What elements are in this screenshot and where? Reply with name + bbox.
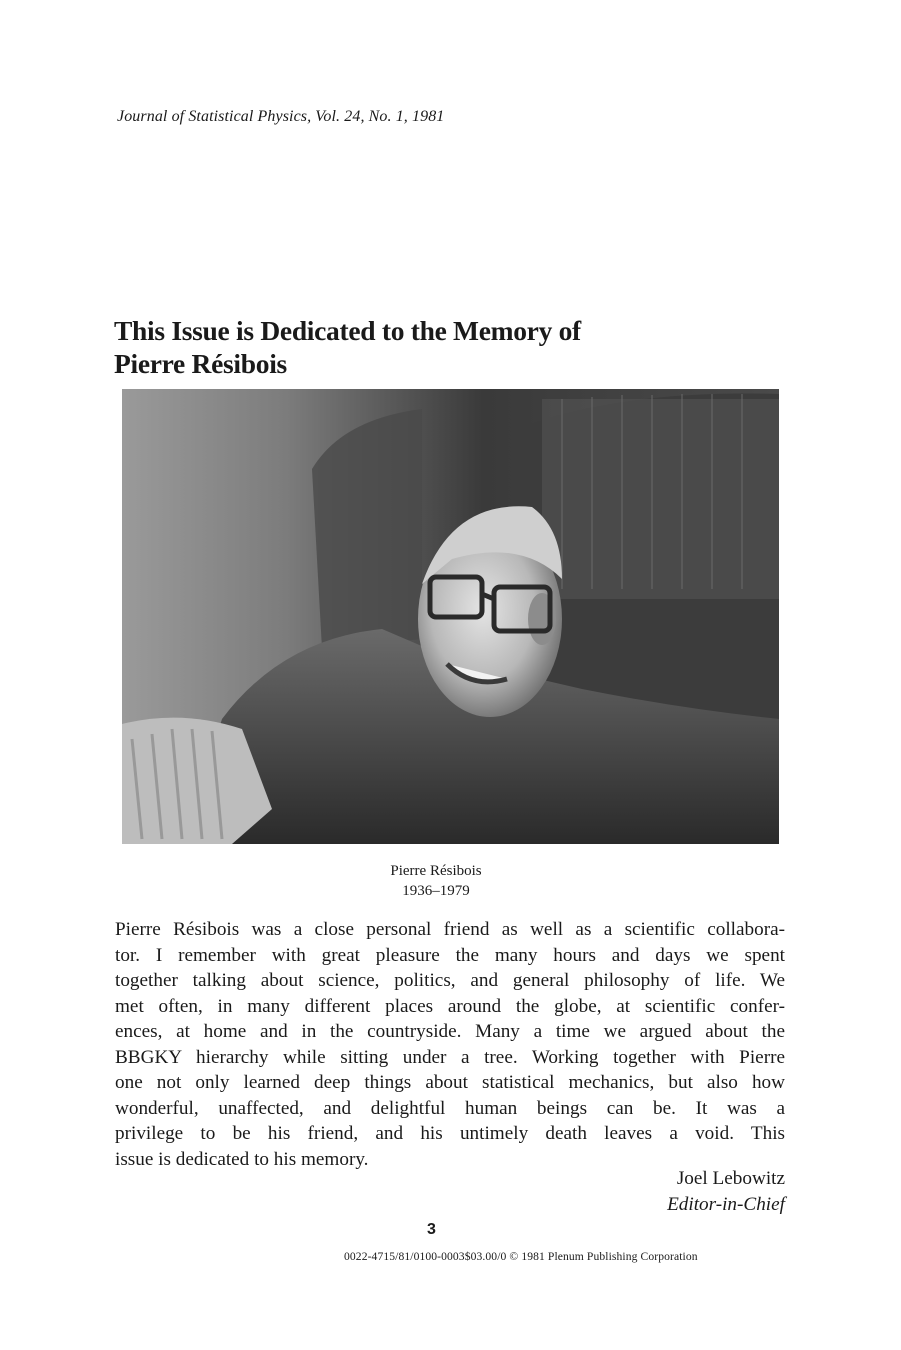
caption-name: Pierre Résibois	[390, 863, 482, 879]
paragraph-line: issue is dedicated to his memory.	[115, 1148, 369, 1170]
copyright-line: 0022-4715/81/0100-0003$03.00/0 © 1981 Plenum Publishing Corporation	[344, 1250, 698, 1263]
paragraph-line: together talking about science, politics, and general philosophy of life. We	[115, 970, 785, 991]
paragraph-line: tor. I remember with great pleasure the many hours and days we spent	[115, 944, 785, 966]
paragraph-line: Pierre Résibois was a close personal friend as well as a scientific collabora-	[115, 919, 785, 940]
caption-years: 1936–1979	[402, 883, 470, 899]
photo-caption	[336, 861, 536, 901]
portrait-photo-icon	[122, 389, 779, 844]
paragraph-line: privilege to be his friend, and his untimely death leaves a void. This	[115, 1123, 785, 1144]
paragraph-line: wonderful, unaffected, and delightful human beings can be. It was a	[115, 1097, 785, 1119]
portrait-photo	[122, 389, 779, 844]
paragraph-line: BBGKY hierarchy while sitting under a tree. Working together with Pierre	[115, 1046, 785, 1068]
paragraph-line: met often, in many different places around the globe, at scientific confer-	[115, 995, 785, 1017]
article-title	[114, 314, 581, 380]
title-line-1: This Issue is Dedicated to the Memory of	[114, 315, 581, 346]
paragraph-line: ences, at home and in the countryside. Many a time we argued about the	[115, 1021, 785, 1042]
title-line-2: Pierre Résibois	[114, 348, 287, 379]
paragraph-line: one not only learned deep things about statistical mechanics, but also how	[115, 1072, 785, 1093]
signature-role: Editor-in-Chief	[667, 1194, 785, 1215]
signature-block	[667, 1166, 785, 1218]
dedication-paragraph	[115, 917, 785, 1172]
page-number: 3	[427, 1221, 436, 1238]
signature-name: Joel Lebowitz	[676, 1168, 785, 1189]
journal-citation: Journal of Statistical Physics, Vol. 24, No. 1, 1981	[117, 108, 445, 125]
